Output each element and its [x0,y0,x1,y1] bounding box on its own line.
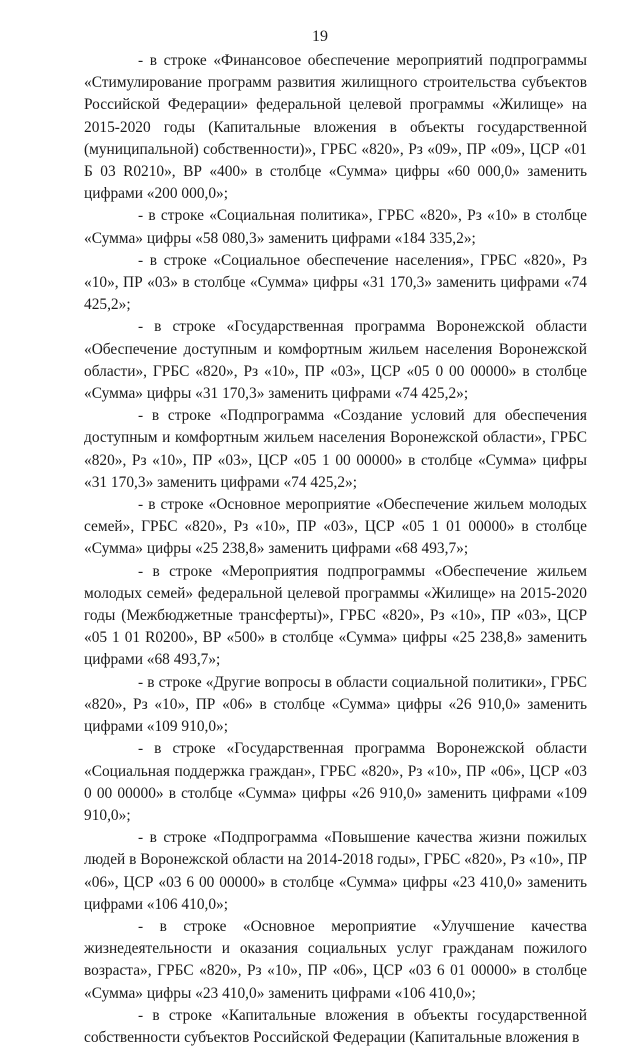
paragraph-9: - в строке «Государственная программа Воронежской области «Социальная поддержка граждан», ГРБС «820», Рз «10», ПР «06», ЦСР «03 0 00 00000» в столбце «Сумма» цифры «26 910,0» заменить цифрами «109 910,0»; [84,740,587,824]
paragraph-4: - в строке «Государственная программа Воронежской области «Обеспечение доступным и комфортным жильем населения Воронежской области», ГРБС «820», Рз «10», ПР «03», ЦСР «05 0 00 00000» в столбце «Сумма» цифры «31 170,3» заменить цифрами «74 425,2»; [84,318,587,403]
paragraph-8: - в строке «Другие вопросы в области социальной политики», ГРБС «820», Рз «10», ПР «06» в столбце «Сумма» цифры «26 910,0» заменить цифрами «109 910,0»; [84,673,587,736]
paragraph-10: - в строке «Подпрограмма «Повышение качества жизни пожилых людей в Воронежской области на 2014-2018 годы», ГРБС «820», Рз «10», ПР «06», ЦСР «03 6 00 00000» в столбце «Сумма» цифры «23 410,0» заменить цифрами «106 410,0»; [84,829,587,913]
paragraph-12: - в строке «Капитальные вложения в объекты государственной собственности субъектов Российской Федерации (Капитальные вложения в [84,1006,587,1046]
paragraph-3: - в строке «Социальное обеспечение населения», ГРБС «820», Рз «10», ПР «03» в столбце «Сумма» цифры «31 170,3» заменить цифрами «74 425,2»; [84,251,587,314]
paragraph-5: - в строке «Подпрограмма «Создание условий для обеспечения доступным и комфортным жильем населения Воронежской области», ГРБС «820», Рз «10», ПР «03», ЦСР «05 1 00 00000» в столбце «Сумма» цифры «31 170,3» заменить цифрами «74 425,2»; [84,407,587,491]
paragraph-7: - в строке «Мероприятия подпрограммы «Обеспечение жильем молодых семей» федеральной целевой программы «Жилище» на 2015-2020 годы (Межбюджетные трансферты)», ГРБС «820», Рз «10», ПР «03», ЦСР «05 1 01 R0200», ВР «500» в столбце «Сумма» цифры «25 238,8» заменить цифрами «68 493,7»; [84,562,587,669]
paragraph-1: - в строке «Финансовое обеспечение мероприятий подпрограммы «Стимулирование программ развития жилищного строительства субъектов Российской Федерации» федеральной целевой программы «Жилище» на 2015-2020 годы (Капитальные вложения в объекты государственной (муниципальной) собственности)», ГРБС «820», Рз «09», ПР «09», ЦСР «01 Б 03 R0210», ВР «400» в столбце «Сумма» цифры «60 000,0» заменить цифрами «200 000,0»; [84,52,587,203]
paragraph-11: - в строке «Основное мероприятие «Улучшение качества жизнедеятельности и оказания социальных услуг гражданам пожилого возраста», ГРБС «820», Рз «10», ПР «06», ЦСР «03 6 01 00000» в столбце «Сумма» цифры «23 410,0» заменить цифрами «106 410,0»; [84,917,587,1002]
document-body [84,50,587,1049]
paragraph-6: - в строке «Основное мероприятие «Обеспечение жильем молодых семей», ГРБС «820», Рз «10», ПР «03», ЦСР «05 1 01 00000» в столбце «Сумма» цифры «25 238,8» заменить цифрами «68 493,7»; [84,496,587,558]
paragraph-2: - в строке «Социальная политика», ГРБС «820», Рз «10» в столбце «Сумма» цифры «58 080,3» заменить цифрами «184 335,2»; [84,207,587,247]
page-number: 19 [312,28,328,45]
